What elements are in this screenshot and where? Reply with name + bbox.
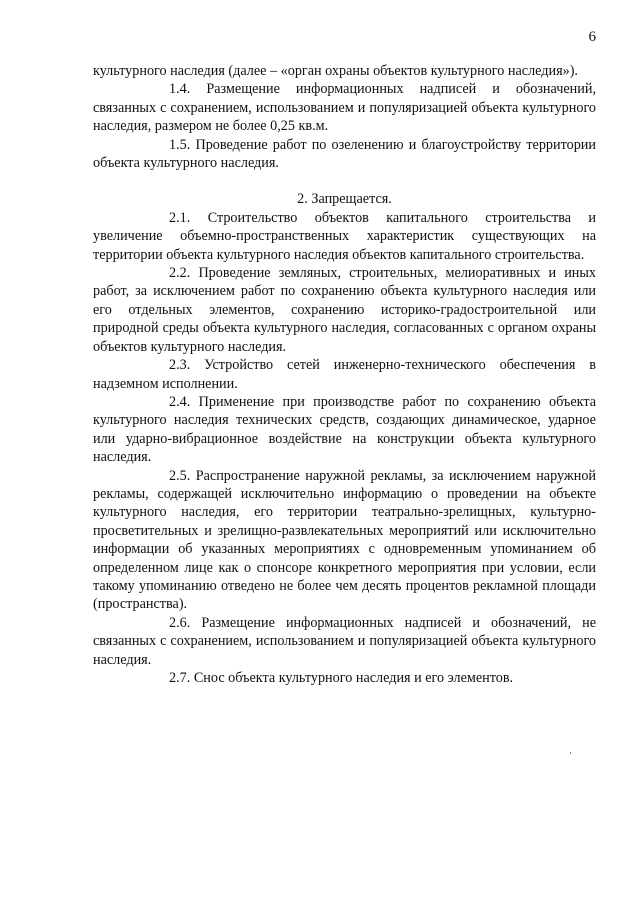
item-text: Проведение работ по озеленению и благоустройству территории объекта культурного наследия.: [93, 136, 596, 172]
item-text: Снос объекта культурного наследия и его элементов.: [193, 670, 514, 686]
item-text: Размещение информационных надписей и обозначений, связанных с сохранением, использованием и популяризацией объекта культурного наследия, размером не более 0,25 кв.м.: [93, 81, 597, 135]
item-number: 2.3.: [169, 357, 191, 374]
item-2-5: [93, 467, 596, 614]
item-number: 1.5.: [169, 136, 191, 153]
scan-speck: [570, 752, 571, 754]
item-number: 1.4.: [169, 81, 191, 98]
item-2-1: [93, 209, 596, 264]
item-number: 2.4.: [169, 393, 191, 410]
item-text: Проведение земляных, строительных, мелиоративных и иных работ, за исключением работ по сохранению объекта культурного наследия или его отдельных элементов, сохранению историко-градостроительной или природной среды объекта культурного наследия, согласованных с органом охраны объектов культурного наследия.: [93, 265, 597, 355]
item-number: 2.7.: [169, 670, 191, 686]
item-number: 2.6.: [169, 614, 191, 631]
item-text: Распространение наружной рекламы, за исключением наружной рекламы, содержащей исключительно информацию о проведении на объекте культурного наследия, его территории театрально-зрелищных, культурно-просветительных и зрелищно-развлекательных мероприятий или исключительно информации об указанных мероприятиях с одновременным упоминанием об определенном лице как о спонсоре конкретного мероприятия при условии, если такому упоминанию отведено не более чем десять процентов рекламной площади (пространства).: [93, 467, 596, 613]
item-2-4: [93, 393, 596, 467]
item-2-7: [93, 669, 596, 687]
item-text: Устройство сетей инженерно-технического обеспечения в надземном исполнении.: [93, 357, 597, 392]
section-2-title: 2. Запрещается.: [297, 191, 392, 208]
item-1-4: [93, 80, 596, 135]
item-text: Строительство объектов капитального строительства и увеличение объемно-пространственных характеристик существующих на территории объекта культурного наследия объектов капитального строительства.: [93, 209, 597, 263]
item-2-2: [93, 264, 596, 356]
item-number: 2.1.: [169, 209, 191, 226]
item-2-3: [93, 356, 596, 393]
item-text: Применение при производстве работ по сохранению объекта культурного наследия технических средств, создающих динамическое, ударное или ударно-вибрационное воздействие на конструкции объекта культурного наследия.: [93, 393, 596, 466]
intro-continuation: культурного наследия (далее – «орган охраны объектов культурного наследия»).: [93, 63, 578, 79]
item-number: 2.2.: [169, 265, 191, 282]
item-number: 2.5.: [169, 467, 191, 484]
item-text: Размещение информационных надписей и обозначений, не связанных с сохранением, использованием и популяризацией объекта культурного наследия.: [93, 614, 597, 668]
item-2-6: [93, 614, 596, 669]
document-body: [93, 62, 596, 687]
item-1-5: [93, 136, 596, 173]
page-number: 6: [588, 29, 596, 45]
